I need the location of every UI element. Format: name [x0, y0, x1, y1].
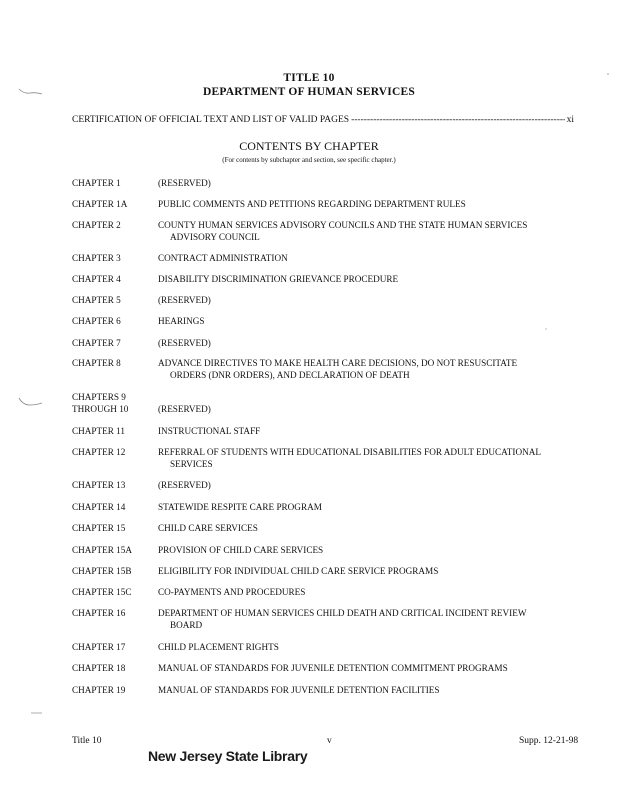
chapter-number: CHAPTER 2	[72, 220, 121, 230]
chapter-title-block	[158, 608, 592, 631]
chapter-number: CHAPTERS 9	[72, 392, 126, 402]
chapter-title: REFERRAL OF STUDENTS WITH EDUCATIONAL DISABILITIES FOR ADULT EDUCATIONAL	[158, 447, 541, 457]
chapter-number: CHAPTER 6	[72, 316, 121, 326]
chapter-title: MANUAL OF STANDARDS FOR JUVENILE DETENTION FACILITIES	[158, 685, 440, 695]
scan-speck-mark	[18, 396, 48, 410]
footer-title: Title 10	[72, 736, 102, 746]
chapter-number-continued: THROUGH 10	[72, 403, 129, 414]
scan-speck-dot	[606, 72, 610, 76]
chapter-title: ELIGIBILITY FOR INDIVIDUAL CHILD CARE SERVICE PROGRAMS	[158, 566, 439, 576]
chapter-number-block	[72, 392, 156, 415]
chapter-number: CHAPTER 15	[72, 523, 126, 533]
chapter-title-block	[158, 447, 592, 470]
chapter-title: INSTRUCTIONAL STAFF	[158, 426, 261, 436]
chapter-title: CONTRACT ADMINISTRATION	[158, 253, 288, 263]
chapter-title: MANUAL OF STANDARDS FOR JUVENILE DETENTION COMMITMENT PROGRAMS	[158, 663, 508, 673]
chapter-number: CHAPTER 5	[72, 295, 121, 305]
chapter-title: CO-PAYMENTS AND PROCEDURES	[158, 587, 306, 597]
page-subtitle: DEPARTMENT OF HUMAN SERVICES	[203, 86, 415, 98]
chapter-title: (RESERVED)	[158, 338, 211, 348]
chapter-number: CHAPTER 15B	[72, 566, 132, 576]
chapter-title-continued: ADVISORY COUNCIL	[170, 231, 260, 242]
certification-label: CERTIFICATION OF OFFICIAL TEXT AND LIST OF VALID PAGES	[72, 115, 350, 125]
chapter-title: CHILD CARE SERVICES	[158, 523, 258, 533]
chapter-title: DEPARTMENT OF HUMAN SERVICES CHILD DEATH AND CRITICAL INCIDENT REVIEW	[158, 608, 527, 618]
scan-speck-mark	[18, 86, 48, 98]
chapter-number: CHAPTER 13	[72, 480, 126, 490]
chapter-title: (RESERVED)	[158, 178, 211, 188]
chapter-title: PUBLIC COMMENTS AND PETITIONS REGARDING DEPARTMENT RULES	[158, 199, 466, 209]
chapter-title: COUNTY HUMAN SERVICES ADVISORY COUNCILS AND THE STATE HUMAN SERVICES	[158, 220, 528, 230]
footer-page-number: v	[327, 736, 332, 746]
chapter-number: CHAPTER 18	[72, 663, 126, 673]
page-title: TITLE 10	[283, 72, 335, 84]
chapter-title: HEARINGS	[158, 316, 205, 326]
chapter-title-continued: BOARD	[170, 619, 203, 630]
chapter-number: CHAPTER 15A	[72, 545, 132, 555]
chapter-title-continued: SERVICES	[170, 458, 213, 469]
chapter-number: CHAPTER 3	[72, 253, 121, 263]
chapter-number: CHAPTER 4	[72, 274, 121, 284]
chapter-number: CHAPTER 7	[72, 338, 121, 348]
chapter-number: CHAPTER 1A	[72, 199, 128, 209]
library-stamp: New Jersey State Library	[148, 748, 308, 764]
chapter-number: CHAPTER 19	[72, 685, 126, 695]
chapter-title-block	[158, 220, 592, 243]
chapter-number: CHAPTER 16	[72, 608, 126, 618]
contents-note: (For contents by subchapter and section, see specific chapter.)	[222, 156, 396, 164]
chapter-number: CHAPTER 15C	[72, 587, 132, 597]
chapter-title: DISABILITY DISCRIMINATION GRIEVANCE PROCEDURE	[158, 274, 399, 284]
certification-line	[72, 115, 574, 125]
scan-speck-mark	[30, 710, 44, 716]
chapter-number: CHAPTER 14	[72, 502, 126, 512]
chapter-number: CHAPTER 17	[72, 642, 126, 652]
chapter-number: CHAPTER 11	[72, 426, 126, 436]
contents-heading: CONTENTS BY CHAPTER	[239, 139, 379, 153]
chapter-title: ADVANCE DIRECTIVES TO MAKE HEALTH CARE DECISIONS, DO NOT RESUSCITATE	[158, 358, 518, 368]
chapter-title: CHILD PLACEMENT RIGHTS	[158, 642, 279, 652]
scan-speck-dot	[544, 327, 548, 331]
certification-page: xi	[566, 115, 574, 125]
chapter-title: (RESERVED)	[158, 295, 211, 305]
chapter-title-continued: ORDERS (DNR ORDERS), AND DECLARATION OF DEATH	[170, 369, 410, 380]
chapter-title: (RESERVED)	[158, 404, 211, 414]
chapter-title: STATEWIDE RESPITE CARE PROGRAM	[158, 502, 322, 512]
dot-leader	[351, 115, 565, 125]
chapter-title: PROVISION OF CHILD CARE SERVICES	[158, 545, 324, 555]
footer-supplement-date: Supp. 12-21-98	[519, 736, 579, 746]
chapter-number: CHAPTER 12	[72, 447, 126, 457]
chapter-number: CHAPTER 8	[72, 358, 121, 368]
chapter-title: (RESERVED)	[158, 480, 211, 490]
chapter-title-block	[158, 358, 592, 381]
chapter-number: CHAPTER 1	[72, 178, 121, 188]
